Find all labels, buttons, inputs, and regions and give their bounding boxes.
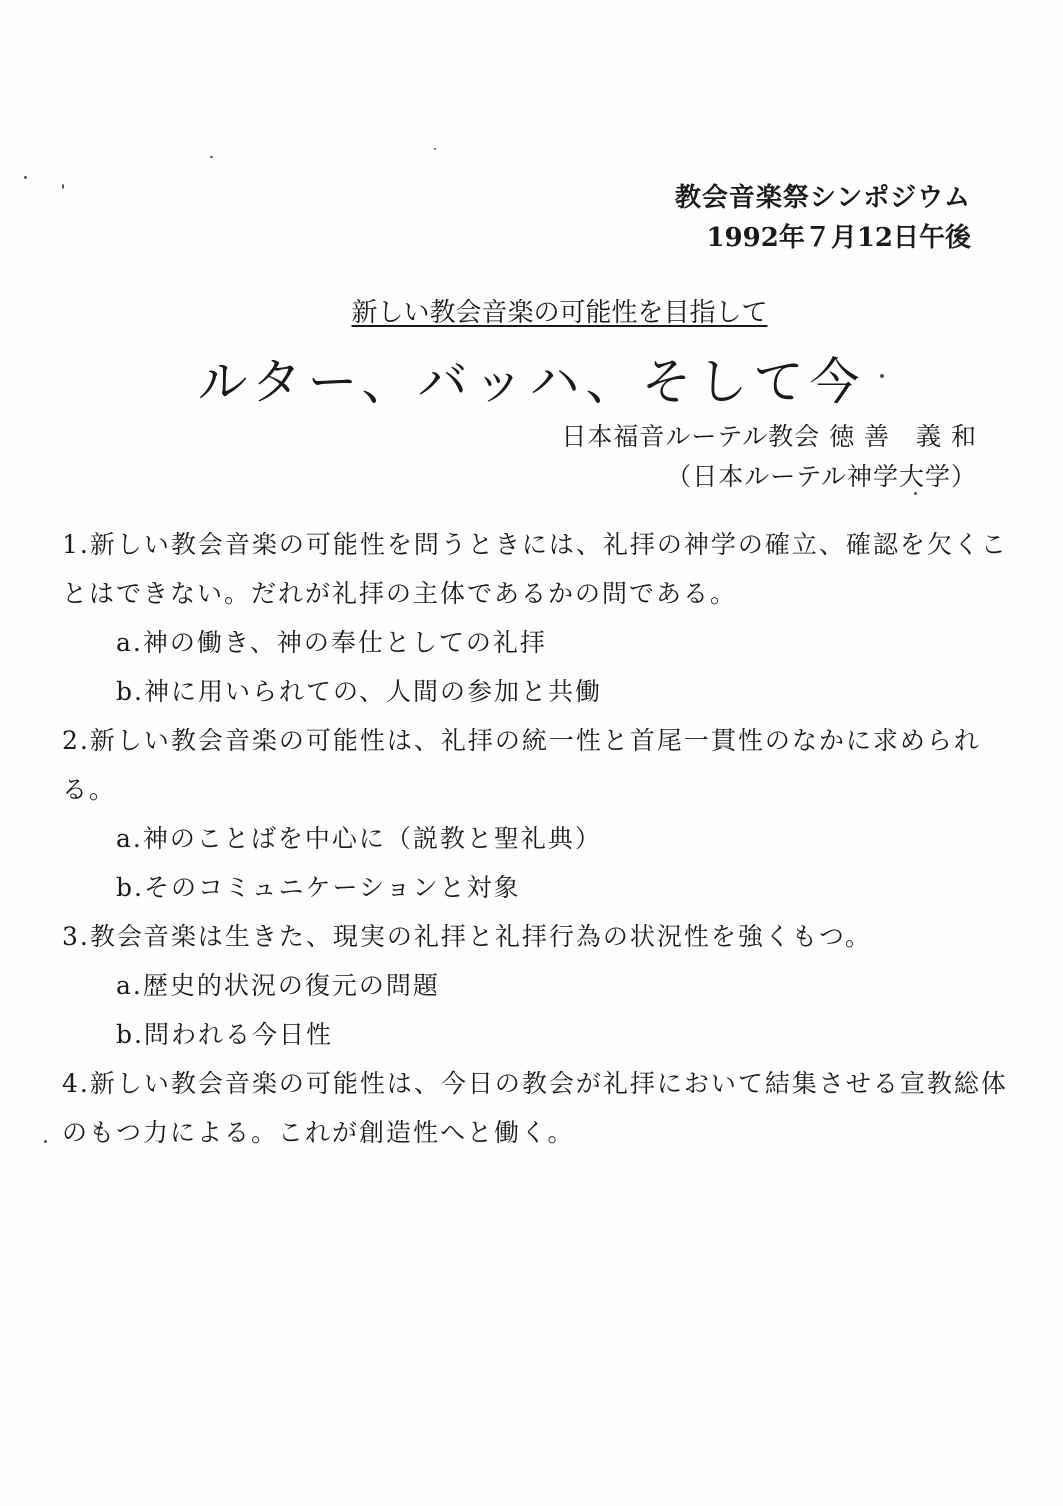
event-info: [675, 180, 971, 256]
point-item-1: [62, 520, 1022, 569]
sub-label: a.: [116, 628, 143, 657]
subtitle-text: 新しい教会音楽の可能性を目指して: [351, 298, 768, 328]
sub-text: そのコミュニケーションと対象: [143, 873, 521, 902]
point-number: 3.: [62, 922, 90, 951]
point-text-line1: 新しい教会音楽の可能性を問うときには、礼拝の神学の確立、確認を欠くこ: [89, 530, 1008, 559]
sub-item: [62, 618, 1022, 667]
sub-label: b.: [116, 873, 144, 902]
point-text-line1: 教会音楽は生きた、現実の礼拝と礼拝行為の状況性を強くもつ。: [89, 922, 872, 951]
sub-item: [62, 863, 1022, 912]
document-subtitle: [0, 296, 1063, 330]
point-number: 1.: [62, 530, 90, 559]
event-date: 1992年７月12日午後: [706, 223, 971, 253]
document-title: ルター、バッハ、そして今: [197, 353, 866, 411]
scan-speck: [210, 156, 213, 158]
point-text-line1: 新しい教会音楽の可能性は、礼拝の統一性と首尾一貫性のなかに求められる。: [62, 726, 981, 804]
sub-label: a.: [116, 824, 143, 853]
points-list: [62, 520, 1022, 1157]
sub-item: [62, 814, 1022, 863]
sub-label: b.: [116, 677, 144, 706]
sub-item: [62, 1010, 1022, 1059]
point-text-line2: のもつ力による。これが創造性へと働く。: [62, 1118, 575, 1147]
scan-speck: [434, 148, 436, 150]
scan-speck: [880, 374, 884, 378]
scan-speck: [62, 184, 64, 189]
sub-label: b.: [116, 1020, 144, 1049]
point-text-line2: とはできない。だれが礼拝の主体であるかの問である。: [62, 579, 738, 608]
point-number: 4.: [62, 1069, 90, 1098]
point-item-2: [62, 716, 1022, 814]
sub-text: 問われる今日性: [143, 1020, 333, 1049]
point-item-3: [62, 912, 1022, 961]
sub-item: [62, 667, 1022, 716]
sub-label: a.: [116, 971, 143, 1000]
scan-speck: [44, 1140, 47, 1143]
event-name: 教会音楽祭シンポジウム: [674, 183, 971, 213]
sub-text: 神のことばを中心に（説教と聖礼典）: [142, 824, 602, 853]
author-name: 日本福音ルーテル教会 徳 善 義 和: [561, 422, 977, 451]
point-number: 2.: [62, 726, 90, 755]
scan-speck: [914, 492, 917, 495]
sub-item: [62, 961, 1022, 1010]
point-text-line1: 新しい教会音楽の可能性は、今日の教会が礼拝において結集させる宣教総体: [89, 1069, 1008, 1098]
point-item-4: [62, 1059, 1022, 1108]
scan-speck: [24, 176, 27, 179]
author-block: [561, 420, 977, 494]
sub-text: 神に用いられての、人間の参加と共働: [143, 677, 602, 706]
author-affiliation: （日本ルーテル神学大学）: [666, 462, 977, 491]
sub-text: 歴史的状況の復元の問題: [142, 971, 440, 1000]
sub-text: 神の働き、神の奉仕としての礼拝: [142, 628, 547, 657]
